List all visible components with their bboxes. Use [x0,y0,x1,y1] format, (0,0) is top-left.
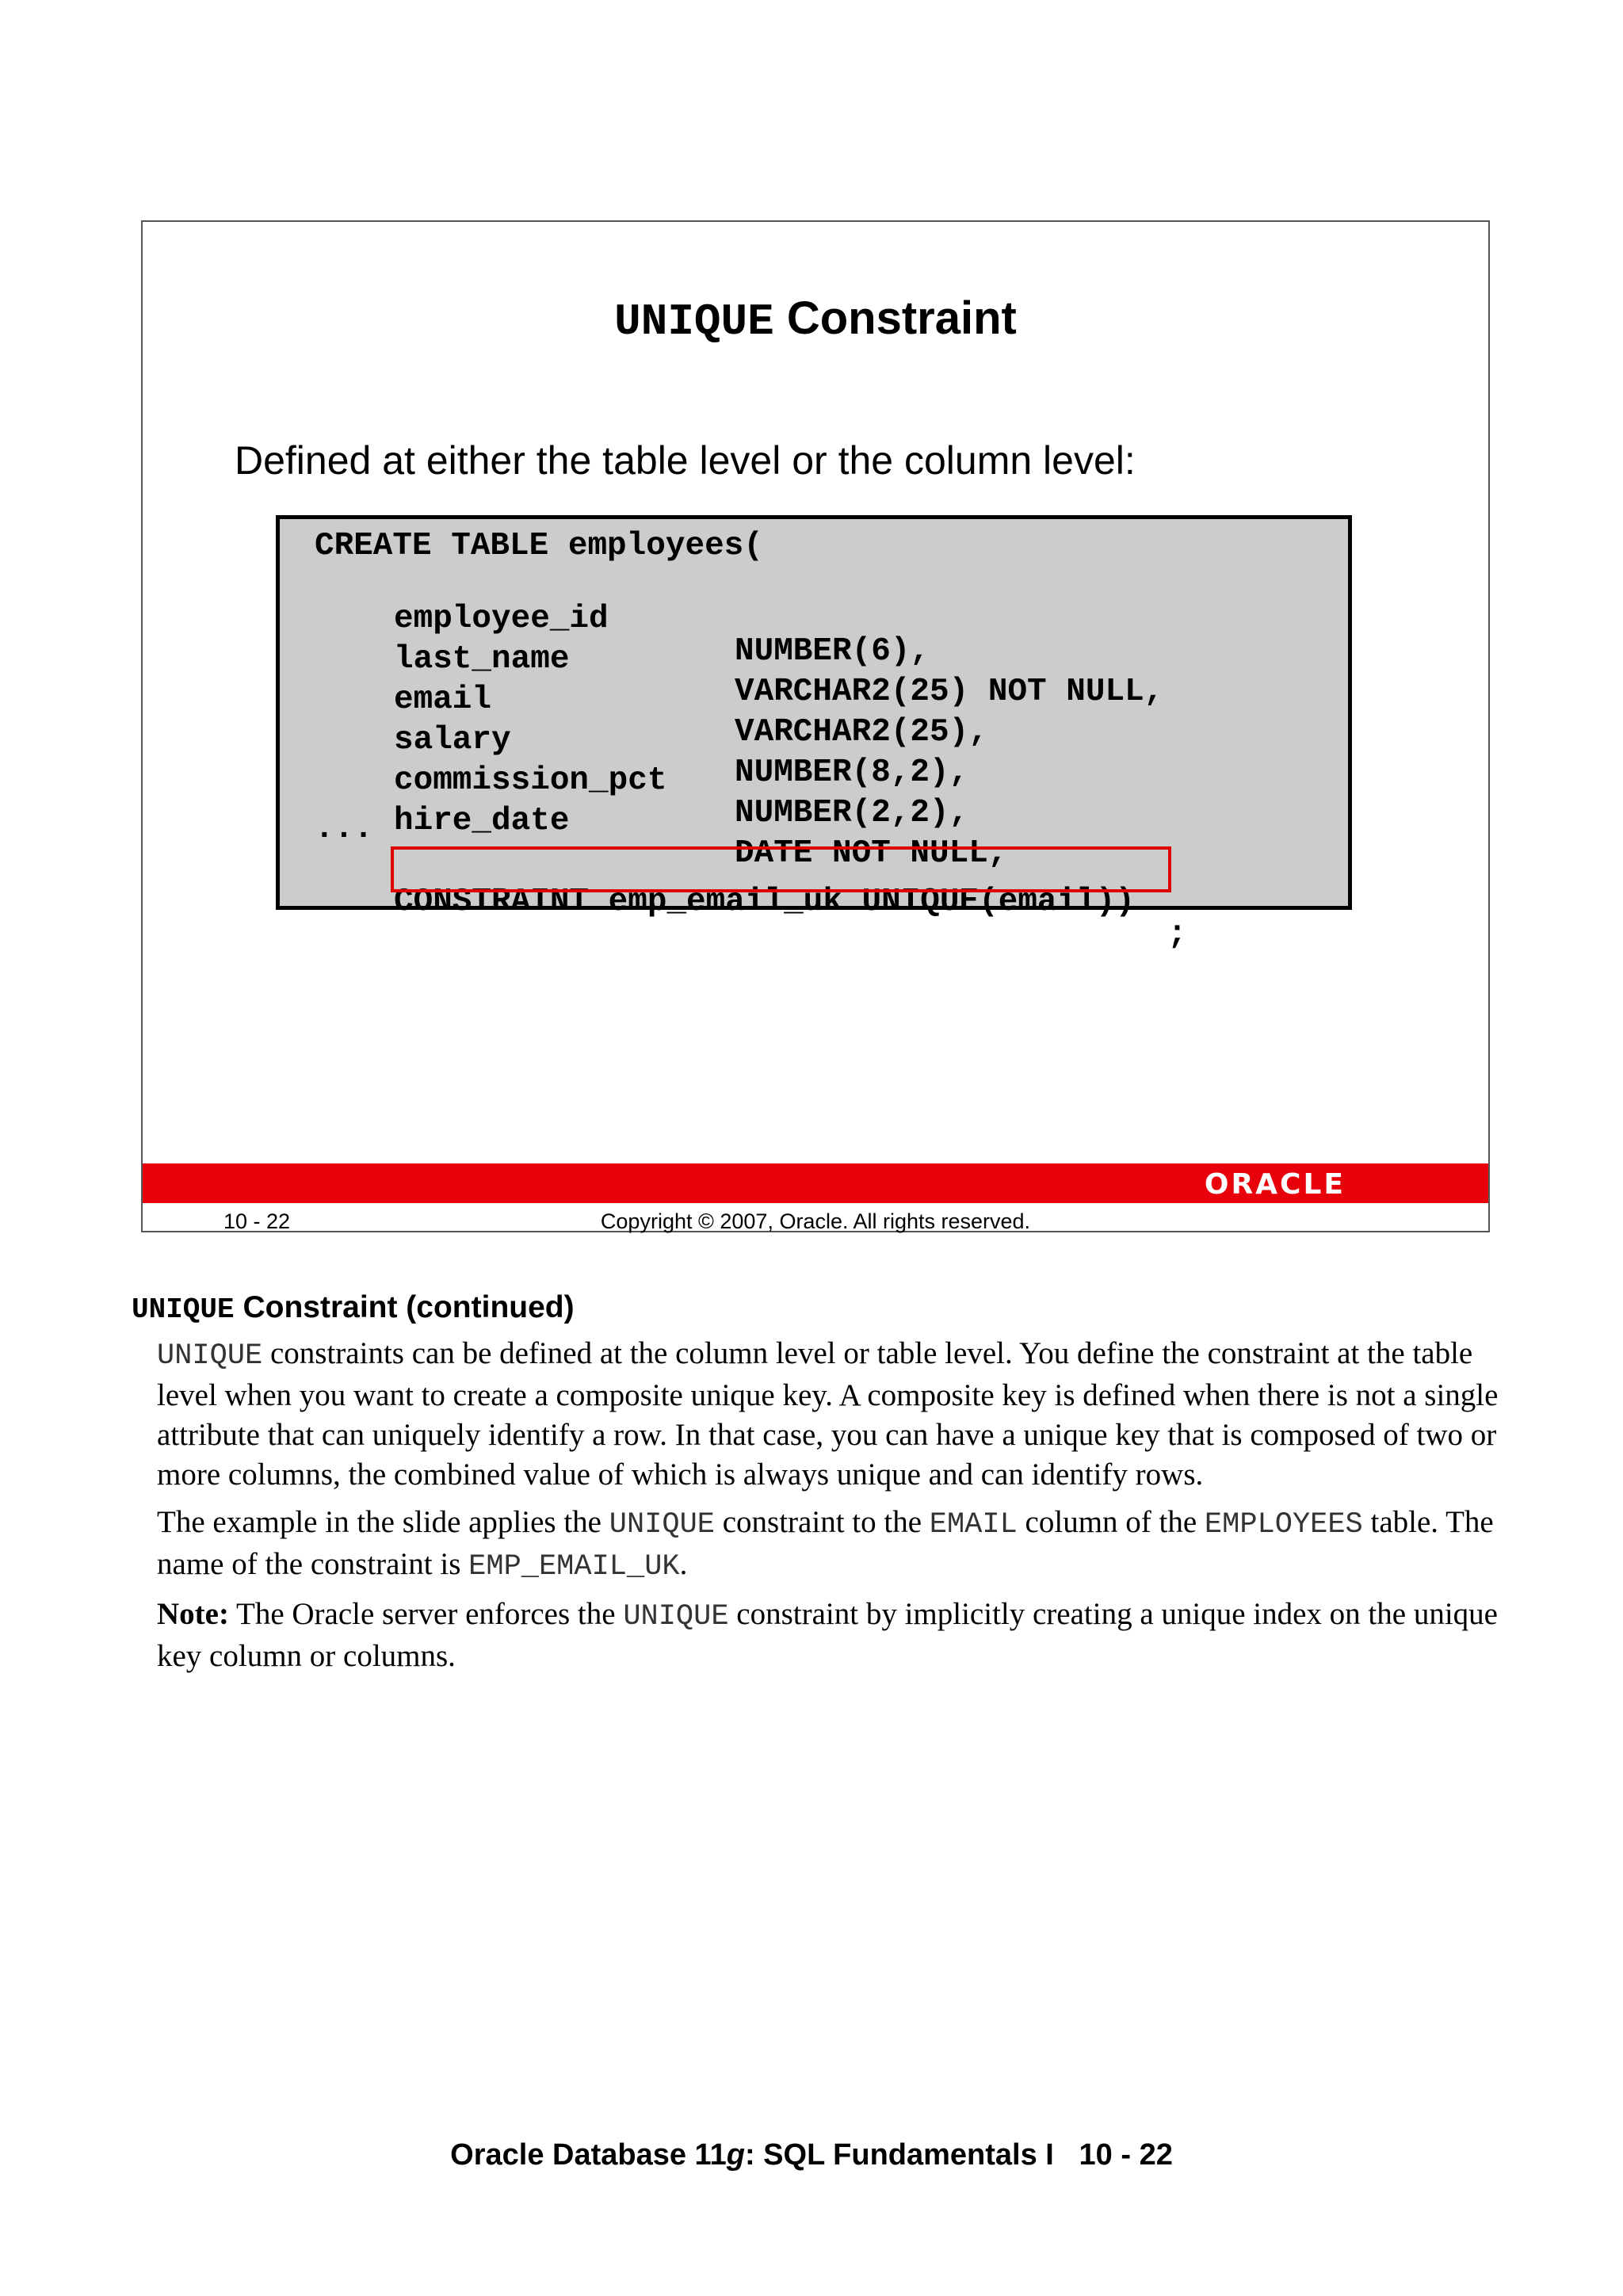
code-line-create: CREATE TABLE employees( [315,528,763,564]
slide-title-keyword: UNIQUE [614,296,774,347]
column-name: salary [394,722,511,758]
column-name: employee_id [394,601,609,637]
paragraph-text: The example in the slide applies the [157,1505,609,1539]
slide-frame [141,220,1490,1232]
inline-code: UNIQUE [623,1600,729,1633]
inline-code: EMP_EMAIL_UK [468,1550,680,1584]
notes-paragraph-3 [157,1595,1510,1676]
slide-page-number: 10 - 22 [223,1209,291,1233]
paragraph-text: . [679,1547,688,1581]
footer-text: : SQL Fundamentals I 10 - 22 [744,2138,1173,2172]
code-block [276,515,1352,953]
paragraph-text: table. The name of the constraint is [157,1505,1494,1581]
note-label: Note: [157,1597,229,1631]
footer-italic: g [726,2138,745,2172]
paragraph-text: constraints can be defined at the column level or table level. You define the constraint at the table level when you want to create a composite unique key. A composite key is defined when there is not a single attribute that can uniquely identify a row. In that case, you can have a unique key that is composed of two or more columns, the combined value of which is always unique and can identify rows. [157,1336,1499,1492]
notes-heading-text: Constraint (continued) [234,1290,575,1324]
code-line-ellipsis: ... [315,811,373,847]
page-footer [0,2138,1623,2172]
notes-paragraph-1 [157,1334,1510,1495]
column-type: NUMBER(8,2), [735,755,969,791]
notes-paragraph-2 [157,1503,1510,1587]
footer-text: Oracle Database 11 [450,2138,727,2172]
paragraph-text: constraint by implicitly creating a unique index on the unique key column or columns. [157,1597,1498,1673]
oracle-logo: ORACLE [1204,1168,1346,1201]
constraint-text: CONSTRAINT emp_email_uk UNIQUE(email)) [394,884,1135,920]
notes-section [132,1290,1510,1684]
column-type: NUMBER(2,2), [735,795,969,831]
paragraph-text: column of the [1017,1505,1205,1539]
column-type: NUMBER(6), [735,633,930,670]
inline-code: UNIQUE [157,1339,263,1373]
slide-copyright: Copyright © 2007, Oracle. All rights reserved. [600,1209,1031,1233]
column-type: VARCHAR2(25) NOT NULL, [735,674,1164,710]
constraint-highlight-box [391,846,1171,892]
inline-code: UNIQUE [609,1508,715,1541]
inline-code: EMAIL [929,1508,1018,1541]
slide-intro-text: Defined at either the table level or the column level: [235,438,1136,483]
paragraph-text: constraint to the [714,1505,930,1539]
column-type: DATE NOT NULL, [735,835,1008,872]
slide-title [143,292,1488,347]
statement-terminator: ; [1167,916,1187,953]
column-name: email [394,682,492,718]
column-type: VARCHAR2(25), [735,714,988,751]
notes-heading-keyword: UNIQUE [132,1293,235,1326]
paragraph-text: The Oracle server enforces the [228,1597,624,1631]
column-name: hire_date [394,803,570,839]
notes-heading [132,1290,1510,1326]
column-name: commission_pct [394,762,667,799]
column-name: last_name [394,641,570,678]
slide-title-text: Constraint [773,292,1017,344]
inline-code: EMPLOYEES [1204,1508,1363,1541]
